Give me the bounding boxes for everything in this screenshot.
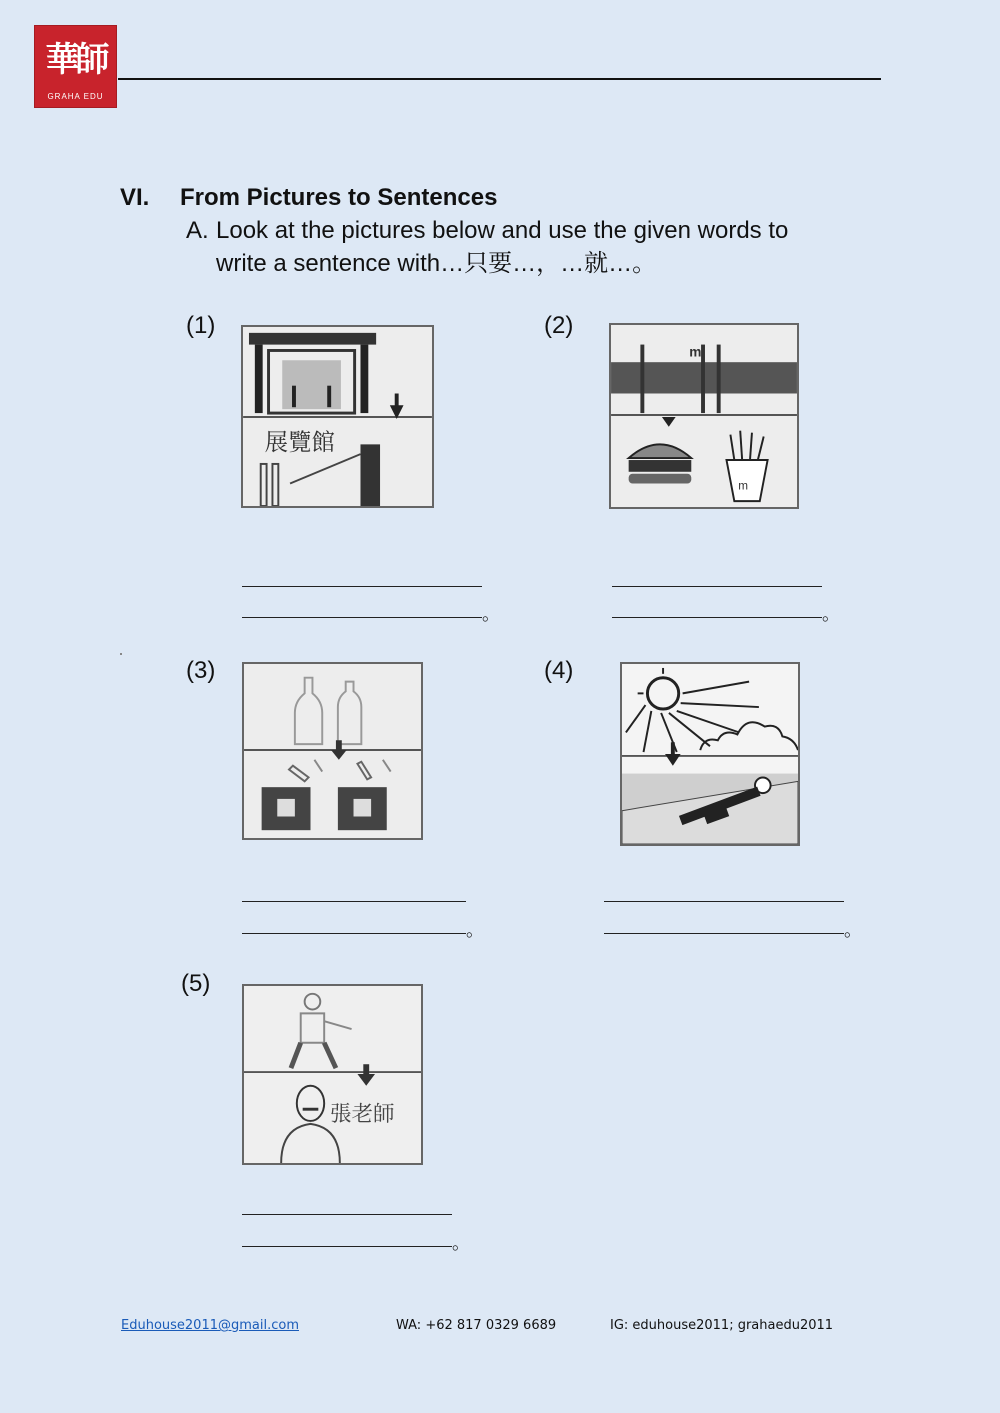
footer-whatsapp: WA: +62 817 0329 6689 (396, 1318, 557, 1333)
question-5-label: (5) (181, 970, 211, 997)
section-title (120, 184, 497, 212)
header-rule (118, 78, 881, 80)
graha-edu-logo (35, 26, 116, 107)
instruction-line-1: Look at the pictures below and use the given words to (216, 217, 789, 244)
question-1-label: (1) (186, 312, 216, 339)
question-5-picture (242, 984, 423, 1165)
fullstop-5: 。 (452, 1233, 470, 1253)
teacher-name-text: 張老師 (330, 1101, 395, 1127)
teacher-taichi-icon (244, 986, 421, 1163)
footer-email-link[interactable]: Eduhouse2011@gmail.com (121, 1318, 299, 1333)
question-4-label: (4) (544, 657, 574, 684)
section-number: VI. (120, 184, 150, 211)
footer-instagram: IG: eduhouse2011; grahaedu2011 (610, 1318, 834, 1333)
sunbathing-beach-icon (622, 664, 798, 844)
recycling-bottles-icon (244, 664, 421, 838)
answer-line-3b[interactable] (242, 933, 466, 934)
instruction (186, 214, 886, 280)
svg-text:m: m (738, 479, 749, 493)
question-4-picture (620, 662, 800, 846)
answer-line-4a[interactable] (604, 901, 844, 902)
question-3-label: (3) (186, 657, 216, 684)
logo-seal-glyph: 華師 (45, 40, 106, 80)
museum-sign-text: 展覽館 (264, 428, 336, 457)
fullstop-2: 。 (822, 604, 840, 624)
question-1-picture (241, 325, 434, 508)
answer-line-3a[interactable] (242, 901, 466, 902)
instruction-label: A. (186, 217, 209, 244)
answer-line-1b[interactable] (242, 617, 482, 618)
answer-line-1a[interactable] (242, 586, 482, 587)
logo-caption: GRAHA EDU (47, 92, 104, 101)
answer-line-4b[interactable] (604, 933, 844, 934)
answer-line-5b[interactable] (242, 1246, 452, 1247)
question-2-picture (609, 323, 799, 509)
answer-line-2b[interactable] (612, 617, 822, 618)
question-3-picture (242, 662, 423, 840)
svg-text:m: m (689, 344, 702, 360)
fullstop-1: 。 (482, 604, 500, 624)
instruction-line-2: write a sentence with…只要…，…就…。 (216, 250, 657, 277)
fast-food-restaurant-icon (611, 325, 797, 507)
footer-email[interactable] (121, 1318, 299, 1333)
stray-mark (120, 653, 122, 655)
question-2-label: (2) (544, 312, 574, 339)
section-title-text: From Pictures to Sentences (180, 184, 498, 211)
fullstop-3: 。 (466, 920, 484, 940)
fullstop-4: 。 (844, 920, 862, 940)
museum-icon (243, 327, 432, 506)
answer-line-2a[interactable] (612, 586, 822, 587)
answer-line-5a[interactable] (242, 1214, 452, 1215)
